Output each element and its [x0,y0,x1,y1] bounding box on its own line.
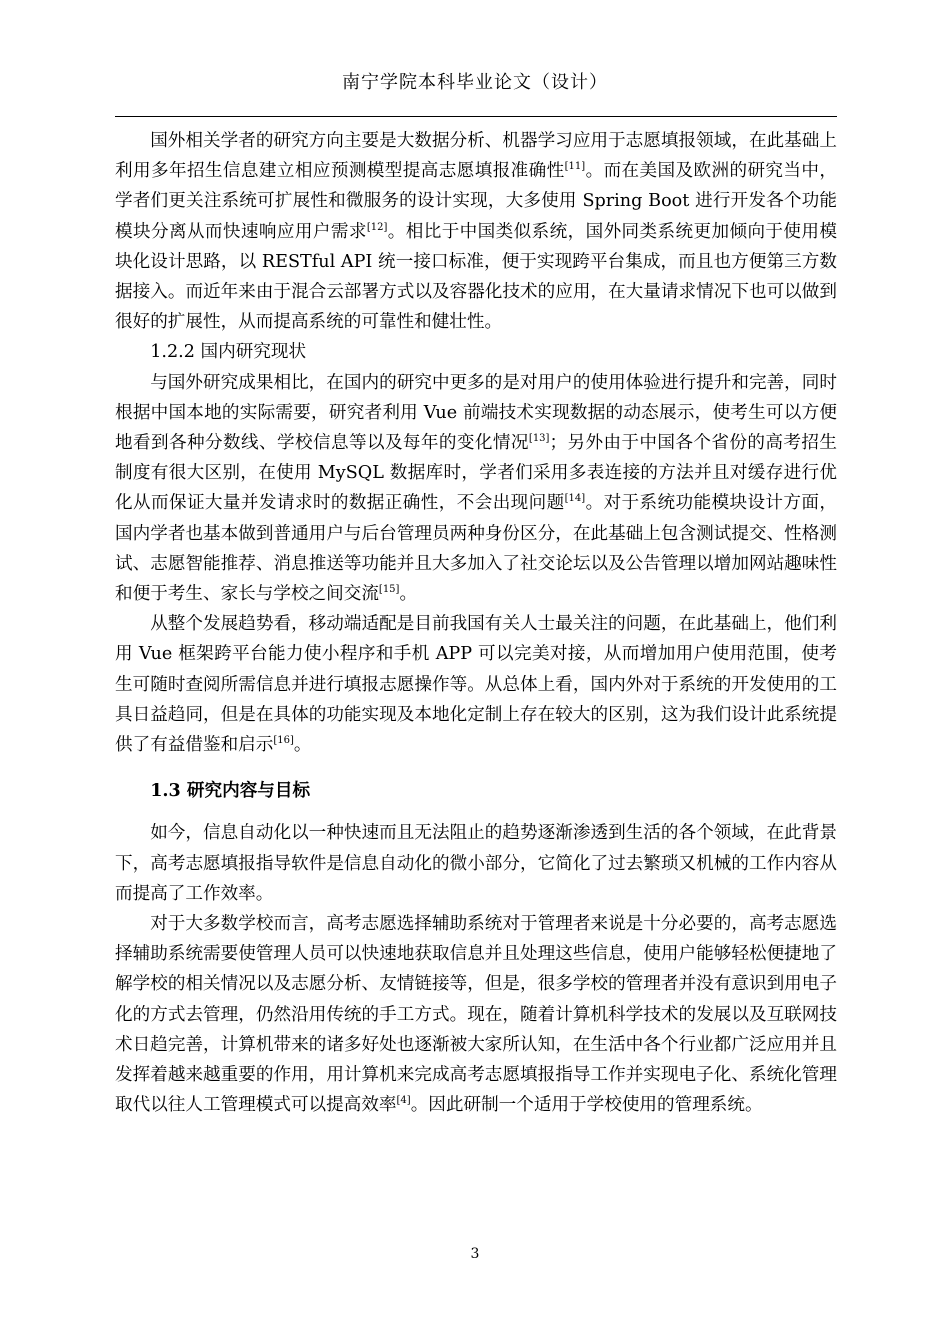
citation-marker: [15] [378,584,400,596]
paragraph [115,368,837,610]
citation-marker: [11] [564,161,586,173]
paragraph [115,909,837,1120]
paragraph-text: 从整个发展趋势看，移动端适配是目前我国有关人士最关注的问题，在此基础上，他们利用 Vue 框架跨平台能力使小程序和手机 APP 可以完美对接，从而增加用户使用范围，使考生可随时查阅所需信息并进行填报志愿操作等。从总体上看，国内外对于系统的开发使用的工具日益趋同，但是在具体的功能实现及本地化定制上存在较大的区别，这为我们设计此系统提供了有益借鉴和启示 [115,614,837,756]
paragraph-text: 。而在美国及欧洲的研究当中，学者们更关注系统可扩展性和微服务的设计实现，大多使用 Spring Boot 进行开发各个功能模块分离从而快速响应用户需求 [115,161,837,242]
paragraph-text: 。因此研制一个适用于学校使用的管理系统。 [410,1095,763,1116]
paragraph-text: ；另外由于中国各个省份的高考招生制度有很大区别，在使用 MySQL 数据库时，学者们采用多表连接的方法并且对缓存进行优化从而保证大量并发请求时的数据正确性，不会出现问题 [115,433,837,514]
section-heading: 1.3 研究内容与目标 [150,780,311,802]
paragraph-text: 。相比于中国类似系统，国外同类系统更加倾向于使用模块化设计思路，以 RESTful API 统一接口标准，便于实现跨平台集成，而且也方便第三方数据接入。而近年来由于混合云部署方式以及容器化技术的应用，在大量请求情况下也可以做到很好的扩展性，从而提高系统的可靠性和健壮性。 [115,221,837,333]
citation-marker: [16] [273,735,294,747]
citation-marker: [13] [528,433,550,445]
running-header: 南宁学院本科毕业论文（设计） [342,72,608,93]
paragraph-group-c [115,818,837,1120]
page-number: 3 [470,1246,480,1262]
paragraph-text: 。 [399,584,418,605]
citation-marker: [12] [366,221,388,233]
paragraph-text: 。对于系统功能模块设计方面，国内学者也基本做到普通用户与后台管理员两种身份区分，在此基础上包含测试提交、性格测试、志愿智能推荐、消息推送等功能并且大多加入了社交论坛以及公告管理以增加网站趣味性和便于考生、家长与学校之间交流 [115,493,837,605]
paragraph-text: 如今，信息自动化以一种快速而且无法阻止的趋势逐渐渗透到生活的各个领域，在此背景下，高考志愿填报指导软件是信息自动化的微小部分，它简化了过去繁琐又机械的工作内容从而提高了工作效率。 [115,823,837,904]
paragraph [115,609,837,760]
citation-marker: [4] [396,1095,411,1107]
paragraph-text: 对于大多数学校而言，高考志愿选择辅助系统对于管理者来说是十分必要的，高考志愿选择辅助系统需要使管理人员可以快速地获取信息并且处理这些信息，使用户能够轻松便捷地了解学校的相关情况以及志愿分析、友情链接等，但是，很多学校的管理者并没有意识到用电子化的方式去管理，仍然沿用传统的手工方式。现在，随着计算机科学技术的发展以及互联网技术日趋完善，计算机带来的诸多好处也逐渐被大家所认知，在生活中各个行业都广泛应用并且发挥着越来越重要的作用，用计算机来完成高考志愿填报指导工作并实现电子化、系统化管理取代以往人工管理模式可以提高效率 [115,914,837,1116]
paragraph-text: 。 [293,735,312,756]
paragraph-text: 与国外研究成果相比，在国内的研究中更多的是对用户的使用体验进行提升和完善，同时根据中国本地的实际需要，研究者利用 Vue 前端技术实现数据的动态展示，使考生可以方便地看到各种分数线、学校信息等以及每年的变化情况 [115,372,837,454]
paragraph-text: 国外相关学者的研究方向主要是大数据分析、机器学习应用于志愿填报领域，在此基础上利用多年招生信息建立相应预测模型提高志愿填报准确性 [115,131,837,182]
paragraph-group-a [115,126,837,337]
paragraph [115,818,837,909]
subsection-heading: 1.2.2 国内研究现状 [150,342,307,363]
header-rule [115,116,837,117]
paragraph-group-b [115,368,837,761]
body-text [115,126,837,1121]
paragraph [115,126,837,337]
citation-marker: [14] [564,493,586,505]
